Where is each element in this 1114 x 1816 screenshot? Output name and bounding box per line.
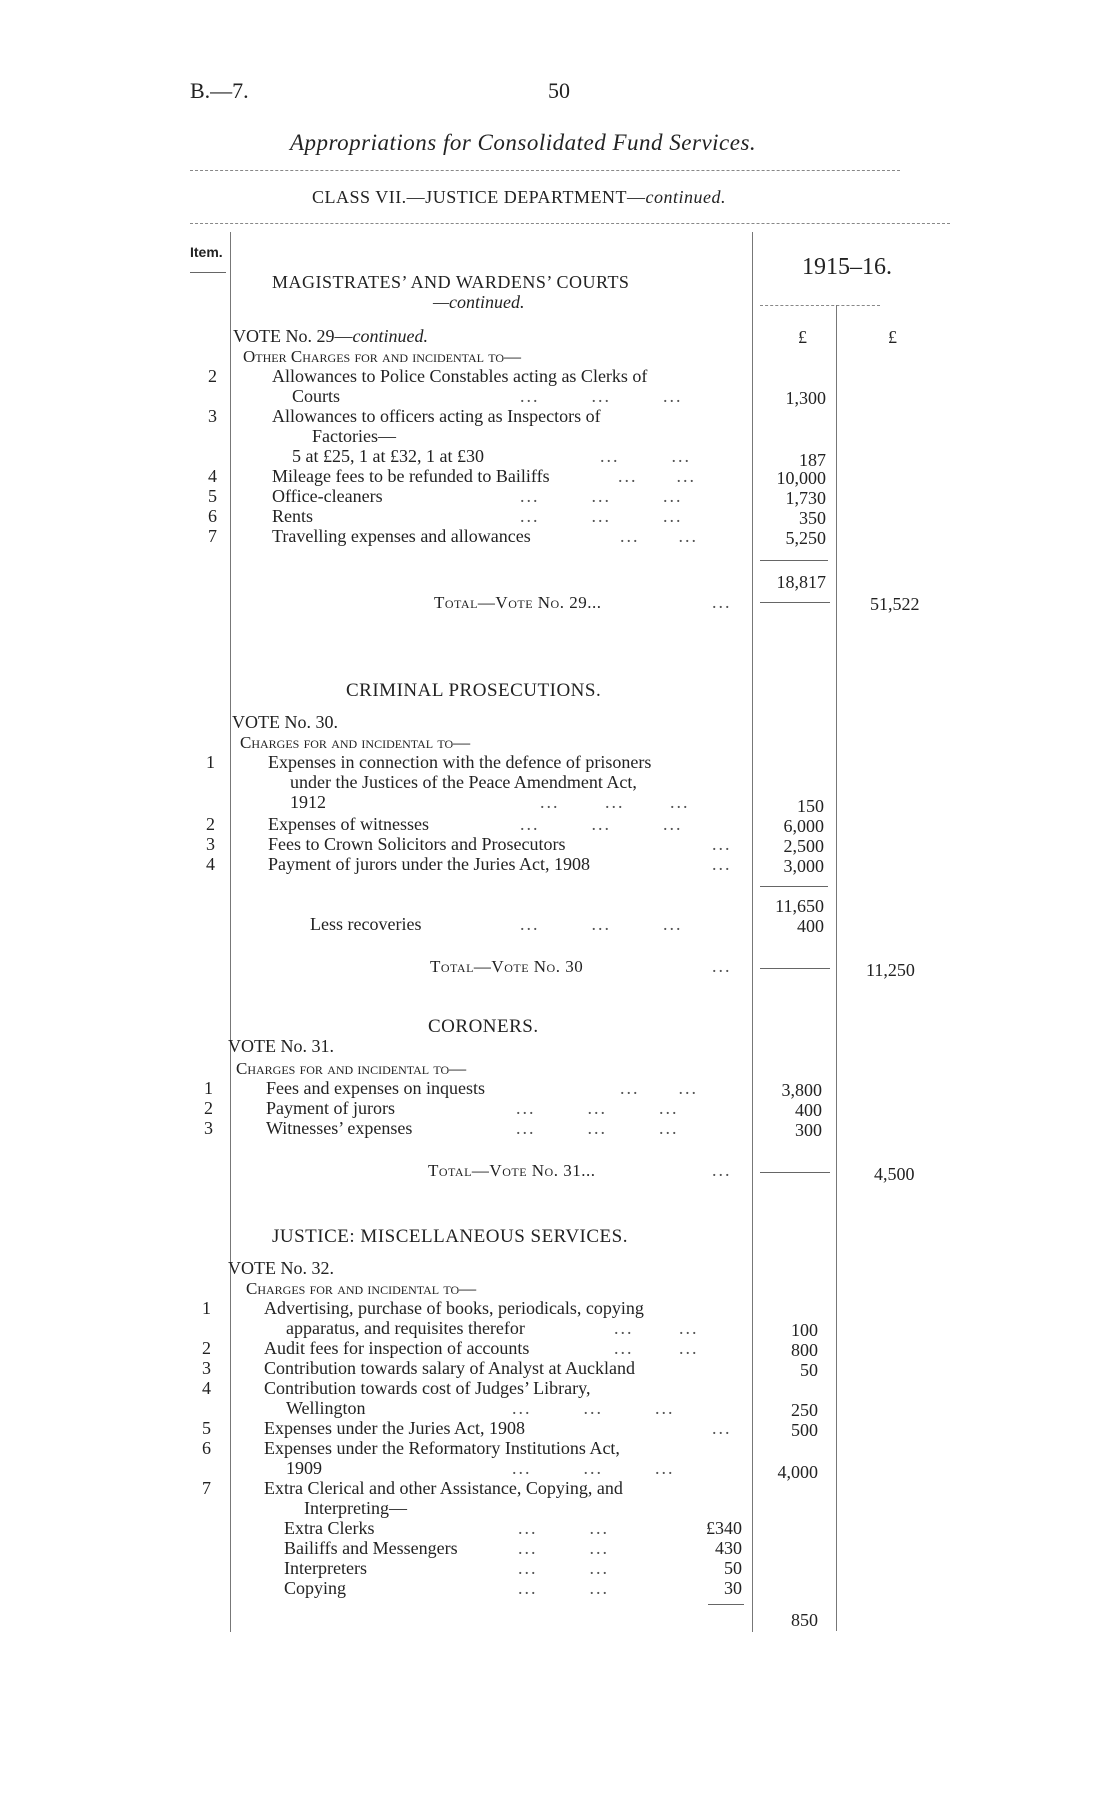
- item-description-continued: Wellington: [286, 1398, 366, 1418]
- item-number: 5: [202, 1418, 211, 1438]
- total-label-31: Total—Vote No. 31...: [428, 1161, 596, 1180]
- item-number: 4: [206, 854, 215, 874]
- item-amount: 100: [791, 1320, 818, 1340]
- item-amount: 10,000: [776, 468, 826, 488]
- item-number: 2: [208, 366, 217, 386]
- leader-dots: ... ... ...: [512, 1398, 675, 1418]
- leader-dots: ...: [712, 834, 732, 854]
- total-rule: [760, 968, 830, 969]
- page-title: Appropriations for Consolidated Fund Services.: [290, 130, 757, 155]
- item-number: 1: [206, 752, 215, 772]
- leader-dots: ... ...: [518, 1538, 609, 1558]
- item-amount: 50: [800, 1360, 818, 1380]
- item-description: Audit fees for inspection of accounts: [264, 1338, 530, 1358]
- vote-heading-32: VOTE No. 32.: [228, 1258, 334, 1278]
- item-number: 4: [202, 1378, 211, 1398]
- item-number: 2: [202, 1338, 211, 1358]
- less-recoveries-amount: 400: [797, 916, 824, 936]
- item-description: Rents: [272, 506, 314, 526]
- vote-heading-29: VOTE No. 29—continued.: [233, 326, 428, 346]
- total-column-rule: [836, 305, 837, 1631]
- pound-column-1: £: [798, 327, 807, 347]
- charges-label-29: Other Charges for and incidental to—: [243, 347, 522, 366]
- item-amount: 250: [791, 1400, 818, 1420]
- class-title: CLASS VII.—JUSTICE DEPARTMENT—continued.: [312, 187, 726, 207]
- sub-item-label: Copying: [284, 1578, 347, 1598]
- leader-dots: ... ... ...: [520, 506, 683, 526]
- item-number: 2: [206, 814, 215, 834]
- leader-dots: ... ... ...: [520, 914, 683, 934]
- sub-items-total: 850: [791, 1610, 818, 1630]
- vote-heading-31: VOTE No. 31.: [228, 1036, 334, 1056]
- item-description: Office-cleaners: [272, 486, 383, 506]
- title-rule: [190, 170, 900, 171]
- item-description: Fees and expenses on inquests: [266, 1078, 485, 1098]
- item-amount: 1,300: [785, 388, 826, 408]
- item-description: Allowances to Police Constables acting as Clerks of: [272, 366, 648, 386]
- item-number: 1: [202, 1298, 211, 1318]
- item-amount: 5,250: [785, 528, 826, 548]
- charges-label-30: Charges for and incidental to—: [240, 733, 471, 752]
- sub-item-amount: 430: [715, 1538, 742, 1558]
- item-description: Payment of jurors: [266, 1098, 395, 1118]
- total-rule: [760, 602, 830, 603]
- sub-item-label: Extra Clerks: [284, 1518, 375, 1538]
- leader-dots: ...: [712, 1160, 732, 1180]
- item-amount: 1,730: [785, 488, 826, 508]
- section-title-magistrates: MAGISTRATES’ AND WARDENS’ COURTS: [272, 272, 630, 292]
- page-number: 50: [548, 78, 570, 103]
- charges-label-31: Charges for and incidental to—: [236, 1059, 467, 1078]
- item-description: Contribution towards cost of Judges’ Library,: [264, 1378, 591, 1398]
- leader-dots: ...: [712, 956, 732, 976]
- charges-label-32: Charges for and incidental to—: [246, 1279, 477, 1298]
- sub-item-label: Interpreters: [284, 1558, 367, 1578]
- leader-dots: ... ... ...: [512, 1458, 675, 1478]
- item-number: 6: [208, 506, 217, 526]
- item-description-continued: Interpreting—: [304, 1498, 407, 1518]
- item-description: Expenses in connection with the defence of prisoners: [268, 752, 652, 772]
- leader-dots: ... ...: [518, 1518, 609, 1538]
- leader-dots: ... ...: [620, 526, 698, 546]
- item-description: Expenses of witnesses: [268, 814, 429, 834]
- sub-item-amount: 50: [724, 1558, 742, 1578]
- item-description: Expenses under the Juries Act, 1908: [264, 1418, 525, 1438]
- sub-items-rule: [708, 1604, 744, 1605]
- subtotal-rule: [760, 560, 828, 561]
- leader-dots: ... ...: [618, 466, 696, 486]
- document-reference: B.—7.: [190, 78, 249, 103]
- item-number: 7: [202, 1478, 211, 1498]
- item-amount: 4,000: [777, 1462, 818, 1482]
- item-amount: 3,800: [781, 1080, 822, 1100]
- leader-dots: ... ... ...: [520, 814, 683, 834]
- item-number: 3: [208, 406, 217, 426]
- item-number: 2: [204, 1098, 213, 1118]
- leader-dots: ... ...: [518, 1558, 609, 1578]
- item-amount: 6,000: [783, 816, 824, 836]
- sub-item-label: Bailiffs and Messengers: [284, 1538, 458, 1558]
- item-description: Fees to Crown Solicitors and Prosecutors: [268, 834, 566, 854]
- leader-dots: ... ... ...: [520, 486, 683, 506]
- item-description: Travelling expenses and allowances: [272, 526, 531, 546]
- total-amount-30: 11,250: [866, 960, 915, 980]
- item-column-rule: [230, 232, 231, 1632]
- leader-dots: ... ...: [620, 1078, 698, 1098]
- item-amount: 800: [791, 1340, 818, 1360]
- leader-dots: ... ...: [518, 1578, 609, 1598]
- section-title-misc: JUSTICE: MISCELLANEOUS SERVICES.: [272, 1226, 628, 1247]
- leader-dots: ... ...: [614, 1338, 699, 1358]
- item-description-continued: 1909: [286, 1458, 322, 1478]
- subtotal-amount: 11,650: [775, 896, 824, 916]
- item-amount: 3,000: [783, 856, 824, 876]
- amount-column-rule: [752, 232, 753, 1632]
- section-title-criminal: CRIMINAL PROSECUTIONS.: [346, 680, 602, 701]
- item-number: 4: [208, 466, 217, 486]
- item-description: Expenses under the Reformatory Institutions Act,: [264, 1438, 620, 1458]
- section-subtitle-magistrates: —continued.: [433, 292, 525, 312]
- item-description: Advertising, purchase of books, periodicals, copying: [264, 1298, 644, 1318]
- leader-dots: ...: [712, 1418, 732, 1438]
- leader-dots: ... ... ...: [516, 1098, 679, 1118]
- item-amount: 187: [799, 450, 826, 470]
- subtotal-rule: [760, 886, 828, 887]
- subtotal-amount: 18,817: [776, 572, 826, 592]
- leader-dots: ... ... ...: [516, 1118, 679, 1138]
- item-amount: 2,500: [783, 836, 824, 856]
- item-amount: 150: [797, 796, 824, 816]
- item-number: 3: [204, 1118, 213, 1138]
- item-number: 1: [204, 1078, 213, 1098]
- item-description: Contribution towards salary of Analyst at Auckland: [264, 1358, 635, 1378]
- section-title-coroners: CORONERS.: [428, 1016, 539, 1037]
- item-description: Allowances to officers acting as Inspectors of: [272, 406, 601, 426]
- item-amount: 500: [791, 1420, 818, 1440]
- year-column-header: 1915–16.: [802, 254, 892, 280]
- item-description-continued: apparatus, and requisites therefor: [286, 1318, 525, 1338]
- item-number: 3: [206, 834, 215, 854]
- leader-dots: ...: [712, 854, 732, 874]
- total-label-30: Total—Vote No. 30: [430, 957, 584, 976]
- item-description-detail: 5 at £25, 1 at £32, 1 at £30: [292, 446, 484, 466]
- total-amount-31: 4,500: [874, 1164, 915, 1184]
- total-label-29: Total—Vote No. 29...: [434, 593, 602, 612]
- item-description-continued: Factories—: [312, 426, 396, 446]
- item-description-continued: Courts: [292, 386, 341, 406]
- item-number: 5: [208, 486, 217, 506]
- sub-item-amount: 30: [724, 1578, 742, 1598]
- item-header-rule: [190, 272, 226, 273]
- item-amount: 350: [799, 508, 826, 528]
- item-description: Mileage fees to be refunded to Bailiffs: [272, 466, 550, 486]
- leader-dots: ... ...: [600, 446, 691, 466]
- total-rule: [760, 1172, 830, 1173]
- item-amount: 300: [795, 1120, 822, 1140]
- less-recoveries-label: Less recoveries: [310, 914, 422, 934]
- item-description-detail: 1912: [290, 792, 326, 812]
- leader-dots: ...: [712, 592, 732, 612]
- item-number: 3: [202, 1358, 211, 1378]
- item-number: 7: [208, 526, 217, 546]
- item-description: Payment of jurors under the Juries Act, 1908: [268, 854, 590, 874]
- leader-dots: ... ...: [614, 1318, 699, 1338]
- item-column-header: Item.: [190, 244, 223, 260]
- sub-item-amount: £340: [706, 1518, 742, 1538]
- item-description-continued: under the Justices of the Peace Amendment Act,: [290, 772, 637, 792]
- item-number: 6: [202, 1438, 211, 1458]
- pound-column-2: £: [888, 327, 897, 347]
- item-description: Extra Clerical and other Assistance, Copying, and: [264, 1478, 623, 1498]
- table-top-rule: [190, 223, 950, 224]
- leader-dots: ... ... ...: [520, 386, 683, 406]
- item-amount: 400: [795, 1100, 822, 1120]
- item-description: Witnesses’ expenses: [266, 1118, 413, 1138]
- vote-heading-30: VOTE No. 30.: [232, 712, 338, 732]
- leader-dots: ... ... ...: [540, 792, 690, 812]
- year-header-rule: [760, 305, 880, 306]
- total-amount-29: 51,522: [870, 594, 920, 614]
